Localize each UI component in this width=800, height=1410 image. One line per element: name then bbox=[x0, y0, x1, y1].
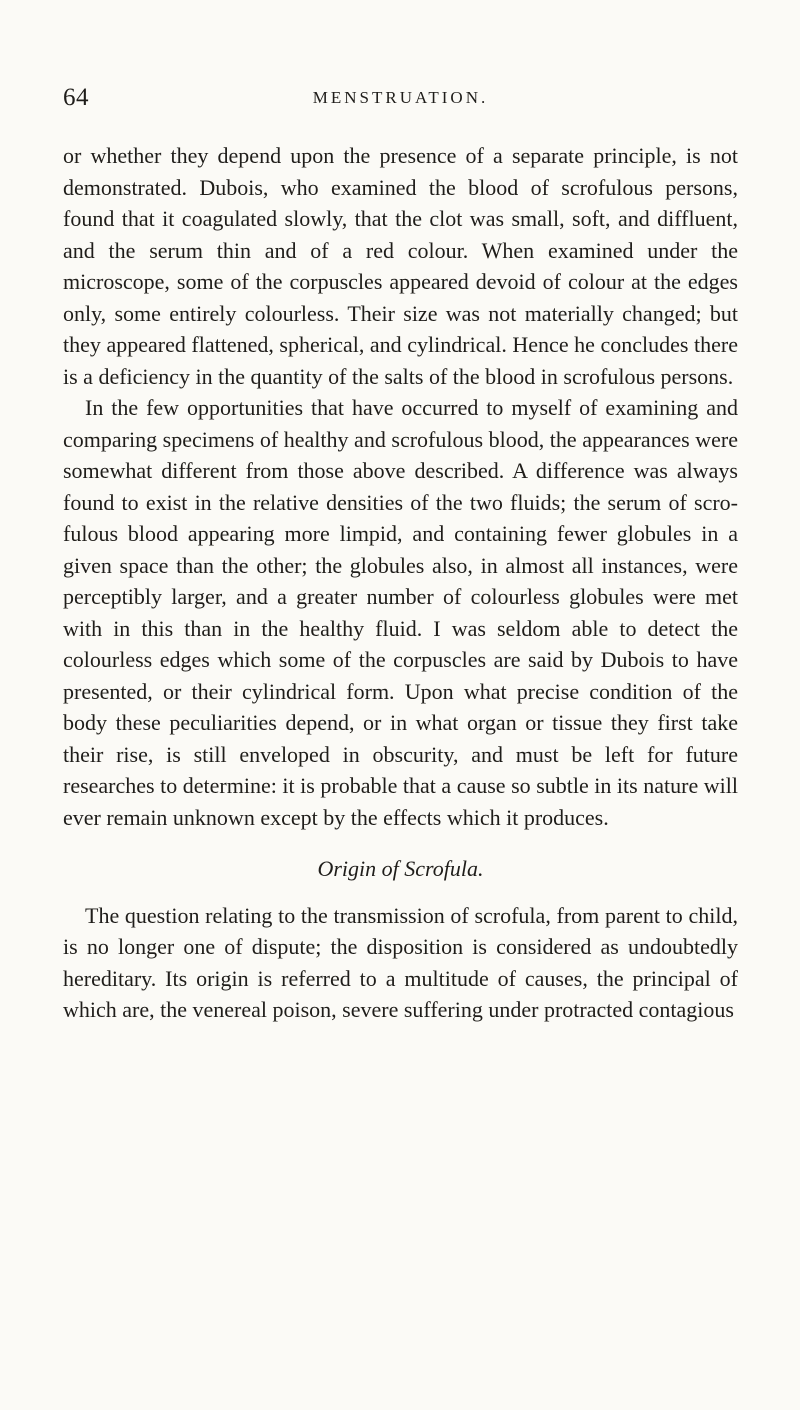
paragraph-dubois-blood: or whether they depend upon the presence of a separate principle, is not demonstrated. Dubois, who examined the blood of scrofulous persons, found that it coagulated slowly, that the clot was small, soft, and diffluent, and the serum thin and of a red colour. When examined under the microscope, some of the corpuscles appeared devoid of colour at the edges only, some entirely colourless. Their size was not materially changed; but they appeared flattened, spherical, and cylindrical. Hence he concludes there is a deficiency in the quantity of the salts of the blood in scrofulous persons. bbox=[63, 143, 738, 389]
running-title: MENSTRUATION. bbox=[312, 88, 489, 107]
body-text bbox=[63, 140, 738, 1026]
section-heading: Origin of Scrofula. bbox=[317, 856, 484, 881]
paragraph-origin: The question relating to the transmission of scrofula, from parent to child, is no longer one of dispute; the disposition is considered as undoubtedly hereditary. Its origin is referred to a multitude of causes, the principal of which are, the venereal poison, severe suffering under protracted contagious bbox=[63, 902, 738, 1022]
page-number: 64 bbox=[63, 84, 89, 111]
page-header bbox=[63, 84, 738, 124]
paragraph-author-observations: In the few opportunities that have occurred to myself of examining and comparing specimens of healthy and scrofulous blood, the appearances were somewhat different from those above described. A difference was always found to exist in the relative densities of the two fluids; the serum of scrofulous blood appearing more limpid, and containing fewer globules in a given space than the other; the globules also, in almost all instances, were perceptibly larger, and a greater number of colourless globules were met with in this than in the healthy fluid. I was seldom able to detect the colourless edges which some of the corpuscles are said by Dubois to have presented, or their cylindrical form. Upon what precise condition of the body these peculiarities depend, or in what organ or tissue they first take their rise, is still enveloped in obscurity, and must be left for future researches to determine: it is probable that a cause so subtle in its nature will ever remain unknown except by the effects which it produces. bbox=[63, 395, 738, 830]
